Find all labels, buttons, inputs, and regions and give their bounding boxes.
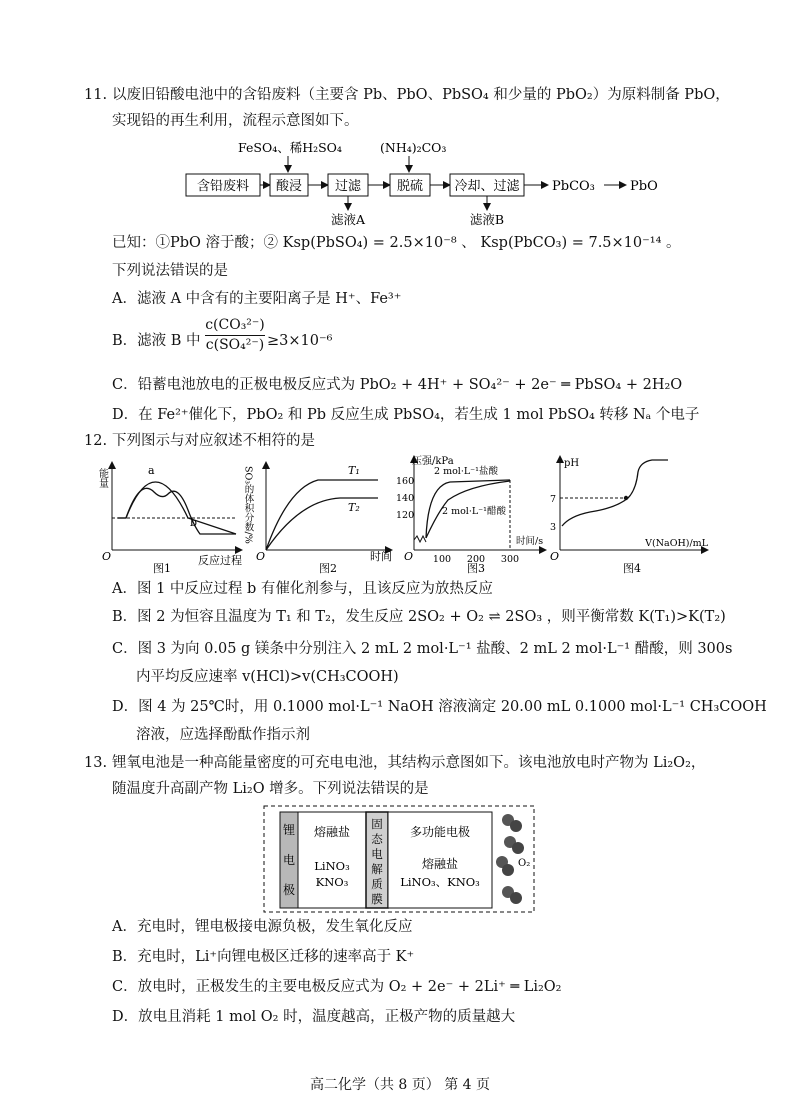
q11-option-b-prefix: B．滤液 B 中: [112, 333, 201, 349]
q11-stem-line1: 以废旧铅酸电池中的含铅废料（主要含 Pb、PbO、PbSO₄ 和少量的 PbO₂）为原料制备 PbO，: [112, 87, 730, 103]
fig3-xlabel: 时间/s: [516, 536, 544, 547]
fig3-ytick-120: 120: [396, 510, 415, 521]
membrane-char2: 态: [371, 832, 383, 846]
flow-box-desulfur-label: 脱硫: [396, 179, 424, 194]
fig4-ytick-7: 7: [550, 494, 557, 505]
fig1-ylabel: 能量: [96, 468, 108, 488]
membrane-char4: 解: [371, 862, 383, 876]
fig4-xlabel: V(NaOH)/mL: [645, 538, 708, 549]
fig4-origin: O: [550, 550, 560, 563]
q13-number: 13.: [84, 755, 108, 771]
q11-flowchart: [170, 136, 690, 228]
flow-reagent2: (NH₄)₂CO₃: [380, 140, 447, 155]
membrane-char6: 膜: [371, 892, 383, 906]
fig3-xtick-100: 100: [432, 554, 452, 565]
q13-stem-line1: 锂氧电池是一种高能量密度的可充电电池，其结构示意图如下。该电池放电时产物为 Li₂O₂，: [112, 755, 706, 771]
flow-box-filter-label: 过滤: [334, 179, 362, 194]
fig2-origin: O: [256, 550, 266, 563]
o2-label: O₂: [518, 858, 531, 869]
q13-option-a: A．充电时，锂电极接电源负极，发生氧化反应: [112, 919, 413, 935]
q13-stem-line2: 随温度升高副产物 Li₂O 增多。下列说法错误的是: [112, 781, 429, 797]
flow-filtrate-b: 滤液B: [469, 212, 505, 227]
q11-option-d: D．在 Fe²⁺催化下，PbO₂ 和 Pb 反应生成 PbSO₄，若生成 1 mol PbSO₄ 转移 Nₐ 个电子: [112, 407, 700, 423]
q12-option-d-line1: D．图 4 为 25℃时，用 0.1000 mol·L⁻¹ NaOH 溶液滴定 20.00 mL 0.1000 mol·L⁻¹ CH₃COOH: [112, 699, 767, 715]
fig1-xlabel: 反应过程: [198, 554, 242, 567]
salt-linoe3: LiNO₃: [314, 859, 350, 873]
multifunctional-electrode: 多功能电极: [409, 825, 471, 839]
fig2-ylabel: SO₃的体积分数/%: [242, 466, 254, 544]
fig4-ylabel: pH: [564, 458, 580, 469]
fig3-label-acetic: 2 mol·L⁻¹醋酸: [442, 506, 506, 517]
q12-figure3: [396, 450, 550, 575]
li-electrode-char2: 电: [282, 853, 296, 867]
fig3-xtick-300: 300: [500, 554, 520, 565]
q11-known: 已知：①PbO 溶于酸；② Ksp(PbSO₄) = 2.5×10⁻⁸ 、 Ksp(PbCO₃) = 7.5×10⁻¹⁴ 。: [112, 235, 681, 251]
fig3-ytick-160: 160: [396, 476, 415, 487]
q11-option-b-suffix: ≥3×10⁻⁶: [267, 333, 333, 349]
q13-option-d: D．放电且消耗 1 mol O₂ 时，温度越高，正极产物的质量越大: [112, 1009, 516, 1025]
salts-right: LiNO₃、KNO₃: [400, 875, 480, 889]
fig1-label-a: a: [148, 464, 155, 477]
fig3-origin: O: [404, 550, 414, 563]
fig4-caption: 图4: [623, 562, 641, 575]
fig3-caption: 图3: [467, 562, 485, 575]
q12-figure1: [96, 456, 246, 575]
q11-option-c: C．铅蓄电池放电的正极电极反应式为 PbO₂ + 4H⁺ + SO₄²⁻ + 2e⁻ ═ PbSO₄ + 2H₂O: [112, 377, 683, 393]
fig4-ytick-3: 3: [550, 522, 557, 533]
q13-battery-diagram: [262, 804, 538, 914]
fig4-point: [624, 496, 628, 500]
flow-filtrate-a: 滤液A: [330, 212, 366, 227]
flow-product-pbco3: PbCO₃: [552, 179, 595, 194]
q12-number: 12.: [84, 433, 108, 449]
membrane-char5: 质: [371, 877, 383, 891]
fig1-caption: 图1: [153, 562, 171, 575]
q12-option-c-line2: 内平均反应速率 v(HCl)>v(CH₃COOH): [136, 669, 399, 685]
q11-stem-line2: 实现铅的再生利用，流程示意图如下。: [112, 113, 359, 129]
fig1-origin: O: [102, 550, 112, 563]
fig3-ytick-140: 140: [396, 493, 415, 504]
q12-figure4: [540, 450, 712, 575]
flow-box-waste-label: 含铅废料: [196, 179, 250, 194]
fig2-xlabel: 时间: [370, 550, 392, 563]
q11-option-a: A．滤液 A 中含有的主要阳离子是 H⁺、Fe³⁺: [112, 291, 402, 307]
q11-b-numerator: c(CO₃²⁻): [205, 316, 265, 336]
fig1-curve-b: [118, 488, 236, 534]
membrane-char3: 电: [371, 847, 383, 861]
membrane-char1: 固: [371, 817, 383, 831]
q13-option-b: B．充电时，Li⁺向锂电极区迁移的速率高于 K⁺: [112, 949, 415, 965]
q12-option-c-line1: C．图 3 为向 0.05 g 镁条中分别注入 2 mL 2 mol·L⁻¹ 盐酸、2 mL 2 mol·L⁻¹ 醋酸，则 300s: [112, 641, 733, 657]
q12-option-d-line2: 溶液，应选择酚酞作指示剂: [136, 727, 310, 743]
fig2-curve-t2: [266, 498, 378, 550]
fig3-ylabel: 压强/kPa: [412, 456, 454, 467]
q12-option-b: B．图 2 为恒容且温度为 T₁ 和 T₂，发生反应 2SO₂ + O₂ ⇌ 2SO₃ ，则平衡常数 K(T₁)>K(T₂): [112, 609, 726, 625]
page-footer: 高二化学（共 8 页） 第 4 页: [309, 1077, 491, 1093]
fig2-label-t2: T₂: [348, 501, 360, 514]
molten-salt-left: 熔融盐: [313, 825, 351, 839]
q11-number: 11.: [84, 87, 108, 103]
q11-b-denominator: c(SO₄²⁻): [205, 337, 265, 353]
molten-salt-right: 熔融盐: [421, 857, 459, 871]
salt-kno3: KNO₃: [315, 875, 349, 889]
flow-box-leach-label: 酸浸: [275, 179, 303, 194]
q12-stem: 下列图示与对应叙述不相符的是: [112, 433, 315, 449]
q13-option-c: C．放电时，正极发生的主要电极反应式为 O₂ + 2e⁻ + 2Li⁺ ═ Li₂O₂: [112, 979, 562, 995]
fig4-titration-curve: [562, 460, 668, 526]
q11-option-b-fraction: [205, 316, 265, 355]
fig3-xtick-200: 200: [466, 554, 486, 565]
q11-ask: 下列说法错误的是: [112, 263, 228, 279]
q12-figure2: [242, 456, 404, 575]
q12-option-a: A．图 1 中反应过程 b 有催化剂参与，且该反应为放热反应: [112, 581, 493, 597]
fig3-label-hcl: 2 mol·L⁻¹盐酸: [434, 466, 498, 477]
fig2-label-t1: T₁: [348, 464, 360, 477]
fig2-caption: 图2: [319, 562, 337, 575]
li-electrode-char3: 极: [282, 883, 296, 897]
flow-box-cool-filter-label: 冷却、过滤: [454, 179, 520, 194]
fig2-curve-t1: [266, 480, 378, 550]
fig1-curve-a: [118, 482, 236, 534]
flow-product-pbo: PbO: [630, 179, 658, 194]
flow-reagent1: FeSO₄、稀H₂SO₄: [238, 140, 342, 155]
fig1-label-b: b: [190, 516, 198, 529]
li-electrode-char1: 锂: [282, 823, 296, 837]
